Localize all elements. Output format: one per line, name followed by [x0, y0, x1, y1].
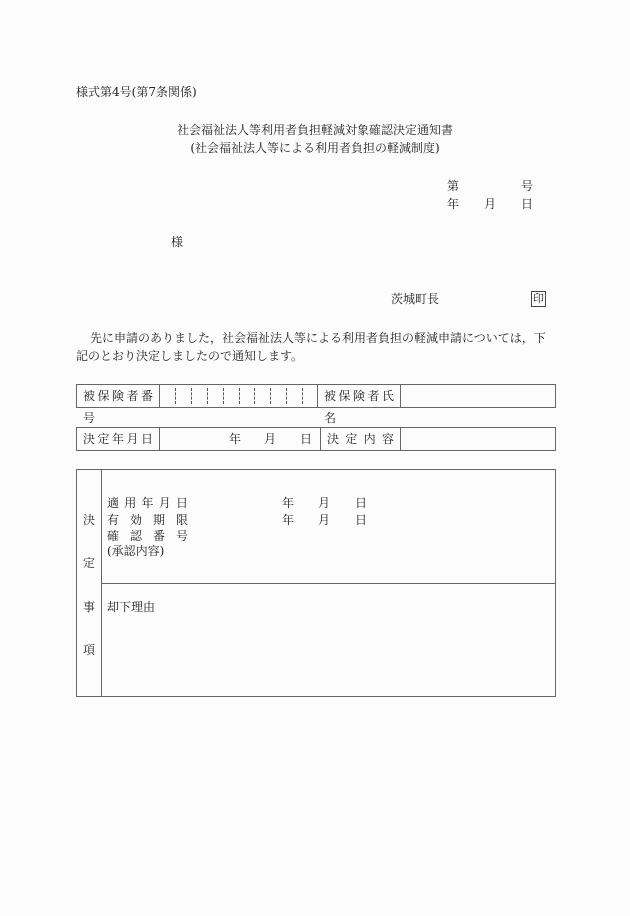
- decision-date-field[interactable]: [159, 428, 321, 450]
- insured-number-digit[interactable]: [160, 388, 176, 404]
- insured-number-digit[interactable]: [192, 388, 208, 404]
- document-number-suffix: 号: [521, 179, 534, 193]
- insured-number-digit[interactable]: [240, 388, 256, 404]
- form-number: 様式第4号(第7条関係): [76, 85, 197, 99]
- side-label-char: 定: [82, 556, 95, 570]
- body-line-2: のとおり決定しましたので通知します。: [88, 349, 304, 363]
- decision-date-day: 日: [300, 432, 313, 446]
- insured-number-label: 被保険者番号: [83, 389, 153, 425]
- approval-content-item[interactable]: [107, 544, 164, 558]
- rejection-reason-label: 却下理由: [107, 600, 156, 614]
- issue-date-month: 月: [484, 197, 497, 211]
- insured-number-digit[interactable]: [208, 388, 224, 404]
- decision-content-field[interactable]: [400, 428, 556, 450]
- application-date-year: 年: [282, 496, 295, 510]
- document-subtitle: (社会福祉法人等による利用者負担の軽減制度): [190, 141, 440, 155]
- valid-until-item[interactable]: [107, 513, 407, 527]
- document-title: 社会福祉法人等利用者負担軽減対象確認決定通知書: [176, 123, 453, 137]
- valid-until-year: 年: [282, 513, 295, 527]
- decision-date-label: 決定年月日: [83, 432, 153, 446]
- application-date-day: 日: [355, 496, 368, 510]
- addressee-honorific: 様: [171, 235, 184, 249]
- application-date-item[interactable]: [107, 496, 407, 510]
- valid-until-label: 有効期限: [107, 513, 188, 527]
- seal-mark: 印: [533, 292, 544, 305]
- application-date-label: 適用年月日: [107, 496, 188, 510]
- side-label-char: 事: [82, 600, 95, 614]
- decision-matters-side-label: [77, 470, 102, 696]
- issue-date-year: 年: [447, 197, 460, 211]
- application-date-month: 月: [318, 496, 331, 510]
- insured-number-digit[interactable]: [287, 388, 303, 404]
- valid-until-month: 月: [318, 513, 331, 527]
- insured-number-digit[interactable]: [271, 388, 287, 404]
- confirmation-number-label: 確認番号: [107, 529, 188, 543]
- decision-matters-table: [76, 469, 556, 697]
- body-line-1: 先に申請のありました，社会福祉法人等による利用者負担の軽減申請については，下記: [76, 331, 546, 363]
- decision-date-year: 年: [229, 432, 242, 446]
- insured-info-row: [76, 384, 556, 425]
- insured-number-digit[interactable]: [303, 388, 318, 404]
- rejection-reason-item[interactable]: [107, 600, 155, 614]
- valid-until-day: 日: [355, 513, 368, 527]
- body-paragraph: [76, 329, 556, 365]
- section-divider: [102, 583, 555, 584]
- issue-date-day: 日: [521, 197, 534, 211]
- insured-number-digit[interactable]: [224, 388, 240, 404]
- insured-number-digit[interactable]: [255, 388, 271, 404]
- decision-info-row: [76, 427, 556, 451]
- insured-number-field[interactable]: [159, 385, 318, 407]
- side-label-char: 項: [82, 643, 95, 657]
- document-number-prefix: 第: [447, 179, 460, 193]
- issuer-name: 茨城町長: [391, 292, 440, 306]
- approval-content-label: (承認内容): [107, 544, 165, 558]
- decision-content-label: 決定内容: [320, 428, 400, 450]
- side-label-char: 決: [82, 513, 95, 527]
- confirmation-number-item[interactable]: [107, 529, 188, 543]
- insured-name-field[interactable]: [400, 385, 556, 407]
- insured-number-digit[interactable]: [176, 388, 192, 404]
- decision-date-month: 月: [264, 432, 277, 446]
- insured-name-label: 被保険者氏名: [317, 385, 400, 407]
